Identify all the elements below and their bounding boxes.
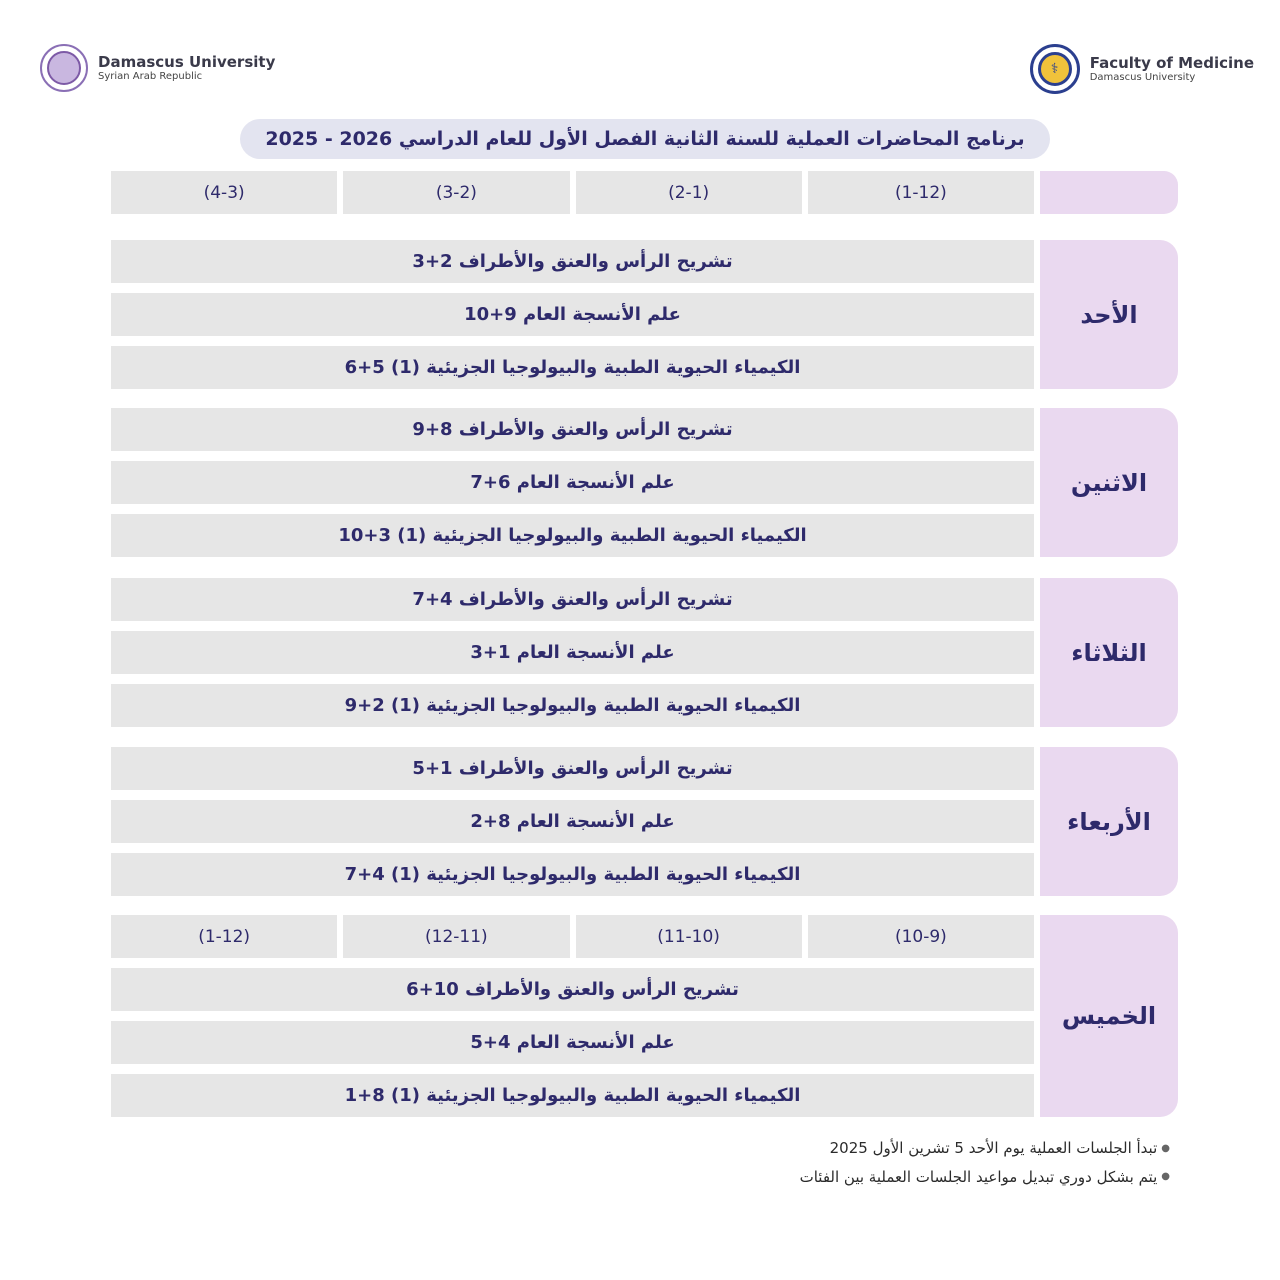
bullet-icon: ● (1161, 1171, 1170, 1182)
session-histology: علم الأنسجة العام 9+10 (111, 293, 1034, 336)
session-biochemistry: الكيمياء الحيوية الطبية والبيولوجيا الجزيئية (1) 5+6 (111, 346, 1034, 389)
day-label: الاثنين (1040, 408, 1178, 557)
day-label: الأربعاء (1040, 747, 1178, 896)
group-header-cell: (1-12) (111, 915, 337, 958)
session-anatomy: تشريح الرأس والعنق والأطراف 8+9 (111, 408, 1034, 451)
group-header-cell: (4-3) (111, 171, 337, 214)
group-header-cell: (3-2) (343, 171, 569, 214)
session-anatomy: تشريح الرأس والعنق والأطراف 1+5 (111, 747, 1034, 790)
note-text: تبدأ الجلسات العملية يوم الأحد 5 تشرين الأول 2025 (829, 1139, 1158, 1157)
group-header-cell: (10-9) (808, 915, 1034, 958)
group-header-row (111, 171, 1034, 214)
session-histology: علم الأنسجة العام 1+3 (111, 631, 1034, 674)
page-title: برنامج المحاضرات العملية للسنة الثانية الفصل الأول للعام الدراسي 2026 - 2025 (240, 119, 1050, 159)
faculty-university: Damascus University (1089, 71, 1196, 83)
note-item (800, 1163, 1170, 1192)
session-histology: علم الأنسجة العام 4+5 (111, 1021, 1034, 1064)
session-anatomy: تشريح الرأس والعنق والأطراف 4+7 (111, 578, 1034, 621)
notes-list (800, 1134, 1170, 1191)
day-label: الأحد (1040, 240, 1178, 389)
day-label: الخميس (1040, 915, 1178, 1117)
note-item (800, 1134, 1170, 1163)
day-block-tuesday (111, 578, 1178, 727)
session-biochemistry: الكيمياء الحيوية الطبية والبيولوجيا الجزيئية (1) 8+1 (111, 1074, 1034, 1117)
header-corner-pill (1040, 171, 1178, 214)
day-block-sunday (111, 240, 1178, 389)
group-header-cell: (11-10) (576, 915, 802, 958)
session-biochemistry: الكيمياء الحيوية الطبية والبيولوجيا الجزيئية (1) 3+10 (111, 514, 1034, 557)
day-block-monday (111, 408, 1178, 557)
university-seal-icon (40, 44, 88, 92)
bullet-icon: ● (1161, 1142, 1170, 1154)
damascus-university-logo (40, 44, 275, 92)
session-biochemistry: الكيمياء الحيوية الطبية والبيولوجيا الجزيئية (1) 2+9 (111, 684, 1034, 727)
day-label: الثلاثاء (1040, 578, 1178, 727)
session-anatomy: تشريح الرأس والعنق والأطراف 10+6 (111, 968, 1034, 1011)
university-name: Damascus University (98, 53, 276, 72)
note-text: يتم بشكل دوري تبديل مواعيد الجلسات العملية بين الفئات (799, 1167, 1158, 1186)
group-header-cell: (12-11) (343, 915, 569, 958)
faculty-name: Faculty of Medicine (1089, 54, 1254, 73)
session-anatomy: تشريح الرأس والعنق والأطراف 2+3 (111, 240, 1034, 283)
group-header-cell: (2-1) (576, 171, 802, 214)
medicine-seal-icon: ⚕ (1030, 44, 1080, 94)
day-block-thursday (111, 915, 1178, 1117)
faculty-of-medicine-logo (1030, 44, 1254, 94)
session-biochemistry: الكيمياء الحيوية الطبية والبيولوجيا الجزيئية (1) 4+7 (111, 853, 1034, 896)
thursday-group-row (111, 915, 1034, 958)
day-block-wednesday (111, 747, 1178, 896)
group-header-cell: (1-12) (808, 171, 1034, 214)
university-country: Syrian Arab Republic (98, 70, 203, 82)
session-histology: علم الأنسجة العام 8+2 (111, 800, 1034, 843)
session-histology: علم الأنسجة العام 6+7 (111, 461, 1034, 504)
